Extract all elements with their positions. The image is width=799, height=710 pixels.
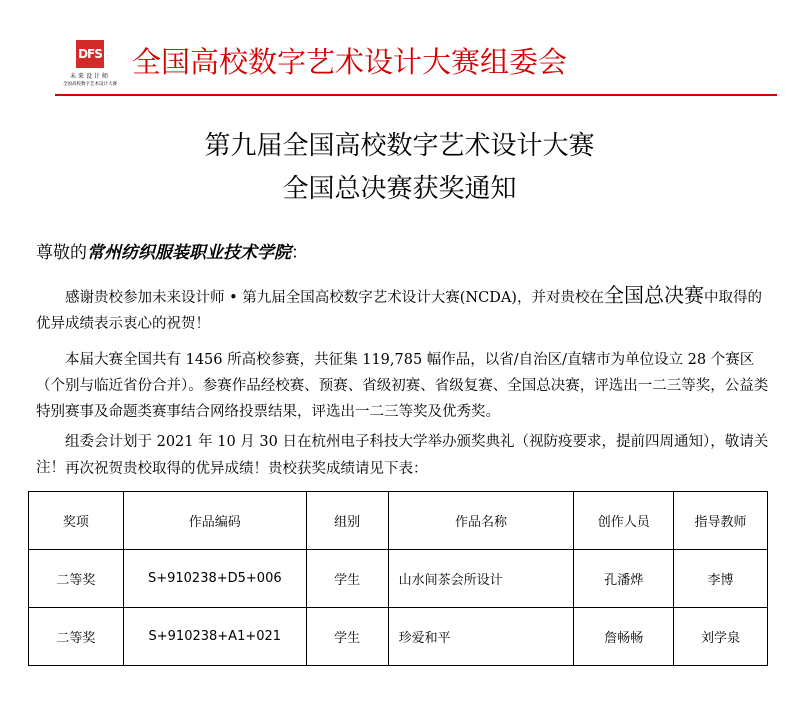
table-row bbox=[29, 608, 768, 666]
p1-text-after: 中取得的优异成绩表示衷心的祝贺！ bbox=[36, 290, 762, 332]
organizer-name: 全国高校数字艺术设计大赛组委会 bbox=[132, 45, 568, 79]
header-creators: 创作人员 bbox=[574, 492, 674, 550]
organizer-logo bbox=[58, 40, 122, 92]
cell-work-title: 珍爱和平 bbox=[388, 608, 574, 666]
cell-group: 学生 bbox=[306, 550, 388, 608]
header-work-title: 作品名称 bbox=[388, 492, 574, 550]
cell-award: 二等奖 bbox=[29, 550, 124, 608]
header-group: 组别 bbox=[306, 492, 388, 550]
cell-award: 二等奖 bbox=[29, 608, 124, 666]
document-title: 第九届全国高校数字艺术设计大赛 bbox=[204, 131, 595, 161]
logo-mark: DFS bbox=[76, 40, 104, 68]
cell-advisor: 李博 bbox=[674, 550, 768, 608]
results-intro-paragraph: 再次祝贺贵校取得的优异成绩！贵校获奖成绩请见下表： bbox=[65, 461, 428, 477]
cell-advisor: 刘学泉 bbox=[674, 608, 768, 666]
congratulation-paragraph bbox=[36, 282, 776, 337]
logo-subtitle: 全国高校数字艺术设计大赛 bbox=[63, 82, 117, 87]
header-work-code: 作品编码 bbox=[123, 492, 306, 550]
header-award: 奖项 bbox=[29, 492, 124, 550]
header-advisor: 指导教师 bbox=[674, 492, 768, 550]
table-row bbox=[29, 550, 768, 608]
p1-highlight: 全国总决赛 bbox=[603, 283, 704, 307]
logo-name: 未来设计师 bbox=[69, 73, 110, 80]
salutation-prefix: 尊敬的 bbox=[36, 243, 87, 263]
cell-creators: 詹畅畅 bbox=[574, 608, 674, 666]
document-subtitle: 全国总决赛获奖通知 bbox=[282, 174, 517, 204]
ceremony-paragraph: 组委会计划于 2021 年 10 月 30 日在杭州电子科技大学举办颁奖典礼（视防疫要求，提前四周通知），敬请关注！ bbox=[36, 434, 769, 476]
cell-work-code: S+910238+A1+021 bbox=[123, 608, 306, 666]
awards-table bbox=[28, 491, 768, 666]
salutation bbox=[36, 240, 776, 266]
p1-text-before: 感谢贵校参加未来设计师 • 第九届全国高校数字艺术设计大赛(NCDA)，并对贵校在 bbox=[65, 290, 604, 306]
salutation-suffix: ： bbox=[291, 243, 308, 263]
letterhead-divider bbox=[55, 94, 777, 96]
cell-group: 学生 bbox=[306, 608, 388, 666]
school-name: 常州纺织服装职业技术学院 bbox=[87, 243, 291, 263]
table-header-row bbox=[29, 492, 768, 550]
cell-work-code: S+910238+D5+006 bbox=[123, 550, 306, 608]
cell-creators: 孔潘烨 bbox=[574, 550, 674, 608]
competition-overview-paragraph: 本届大赛全国共有 1456 所高校参赛，共征集 119,785 幅作品，以省/自治区/直辖市为单位设立 28 个赛区（个别与临近省份合并）。参赛作品经校赛、预赛、省级初赛、省级复赛、全国总决赛，评选出一二三等奖，公益类特别赛事及命题类赛事结合网络投票结果，评选出一二三等奖及优秀奖。 bbox=[36, 352, 769, 420]
cell-work-title: 山水间茶会所设计 bbox=[388, 550, 574, 608]
